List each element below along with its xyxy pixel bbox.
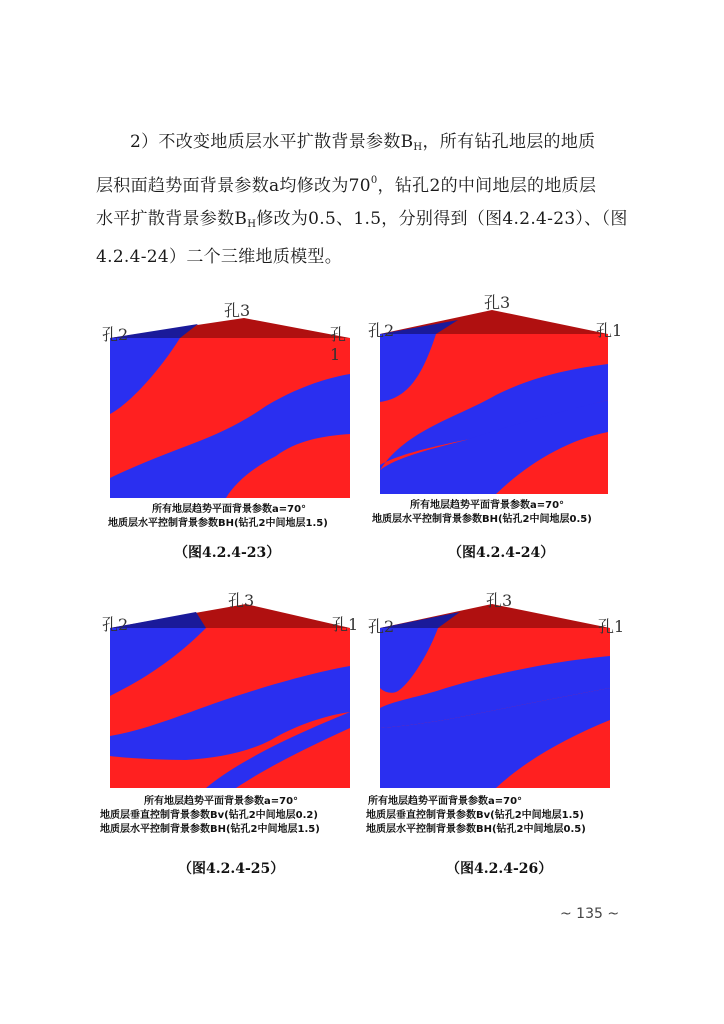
figure-caption-line: 地质层垂直控制背景参数Bv(钻孔2中间地层0.2) — [100, 810, 318, 821]
hole-3-label: 孔3 — [484, 293, 511, 312]
figure-caption-line: 所有地层趋势平面背景参数a=70° — [152, 504, 307, 515]
figure-caption-line: 地质层垂直控制背景参数Bv(钻孔2中间地层1.5) — [366, 810, 584, 821]
hole-1-label: 孔1 — [598, 617, 625, 636]
hole-2-label: 孔2 — [102, 325, 129, 344]
geo-model-image — [96, 296, 356, 506]
hole-3-label: 孔3 — [228, 591, 255, 610]
geo-model-figure-25 — [96, 588, 366, 888]
figure-caption-line: 所有地层趋势平面背景参数a=70° — [410, 500, 565, 511]
figure-caption-line: 地质层水平控制背景参数BH(钻孔2中间地层1.5) — [100, 824, 320, 835]
hole-3-label: 孔3 — [486, 591, 513, 610]
figure-number: （图4.2.4-26） — [446, 861, 553, 877]
page-number: ~ 135 ~ — [560, 906, 620, 922]
hole-2-label: 孔2 — [368, 617, 395, 636]
paragraph-line: 4.2.4-24）二个三维地质模型。 — [96, 247, 343, 267]
hole-1-label: 孔1 — [332, 615, 359, 634]
geo-model-figure-23 — [96, 296, 356, 576]
paragraph-line: 2）不改变地质层水平扩散背景参数$B_H$，所有钻孔地层的地质 — [130, 132, 596, 153]
figure-number: （图4.2.4-25） — [178, 861, 285, 877]
hole-1-label: 孔1 — [596, 321, 623, 340]
figure-caption-line: 所有地层趋势平面背景参数a=70° — [144, 796, 299, 807]
geo-model-image — [366, 290, 626, 500]
geo-model-figure-24 — [366, 290, 626, 570]
paragraph-line: 水平扩散背景参数$B_H$修改为0.5、1.5，分别得到（图4.2.4-23）、（图 — [96, 209, 628, 230]
geo-model-image — [366, 588, 628, 798]
geo-model-figure-26 — [366, 588, 628, 888]
paragraph-line: 层积面趋势面背景参数a均修改为$70^0$，钻孔2的中间地层的地质层 — [96, 175, 597, 196]
hole-2-label: 孔2 — [102, 615, 129, 634]
hole-2-label: 孔2 — [368, 321, 395, 340]
geo-model-image — [96, 588, 366, 798]
figure-caption-line: 地质层水平控制背景参数BH(钻孔2中间地层0.5) — [372, 514, 592, 525]
figure-caption-line: 所有地层趋势平面背景参数a=70° — [368, 796, 523, 807]
hole-1-label: 孔1 — [330, 325, 347, 364]
figure-caption-line: 地质层水平控制背景参数BH(钻孔2中间地层1.5) — [108, 518, 328, 529]
body-paragraph — [96, 126, 636, 274]
figure-number: （图4.2.4-23） — [174, 545, 281, 561]
figure-number: （图4.2.4-24） — [448, 545, 555, 561]
figure-caption-line: 地质层水平控制背景参数BH(钻孔2中间地层0.5) — [366, 824, 586, 835]
hole-3-label: 孔3 — [224, 301, 251, 320]
